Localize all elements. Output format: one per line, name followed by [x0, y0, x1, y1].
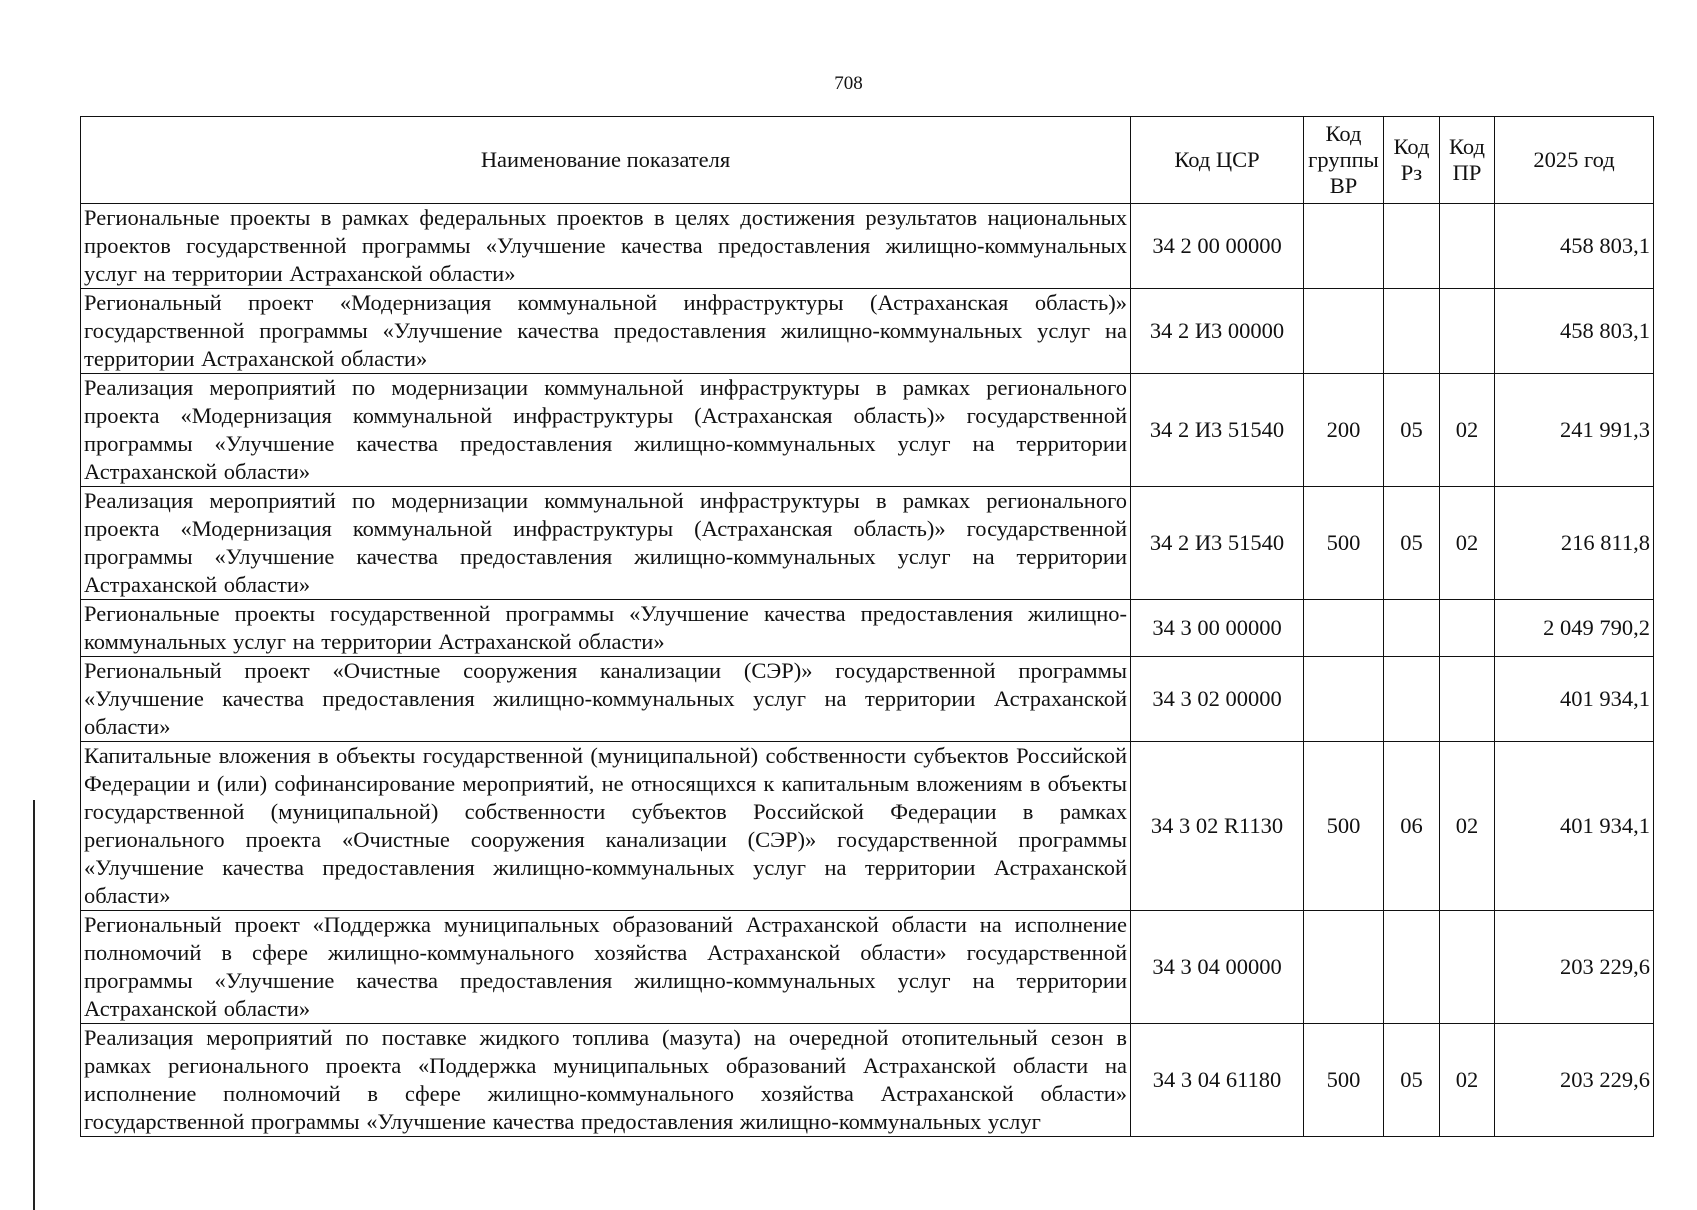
header-pr-code: Код ПР: [1440, 117, 1495, 204]
row-name: Региональный проект «Поддержка муниципальных образований Астраханской области на исполнение полномочий в сфере жилищно-коммунального хозяйства Астраханской области» государственной программы «Улучшение качества предоставления жилищно-коммунальных услуг на территории Астраханской области»: [81, 911, 1131, 1024]
row-csr-code: 34 3 00 00000: [1131, 600, 1304, 657]
row-amount: 2 049 790,2: [1495, 600, 1654, 657]
header-vr-code: Код группы ВР: [1304, 117, 1384, 204]
table-row: [81, 1024, 1654, 1137]
table-row: [81, 204, 1654, 289]
row-vr-code: 500: [1304, 1024, 1384, 1137]
header-csr-code: Код ЦСР: [1131, 117, 1304, 204]
table-row: [81, 742, 1654, 911]
row-name: Региональный проект «Очистные сооружения канализации (СЭР)» государственной программы «Улучшение качества предоставления жилищно-коммунальных услуг на территории Астраханской области»: [81, 657, 1131, 742]
row-amount: 203 229,6: [1495, 1024, 1654, 1137]
table-row: [81, 289, 1654, 374]
row-vr-code: [1304, 600, 1384, 657]
row-amount: 241 991,3: [1495, 374, 1654, 487]
row-rz-code: 05: [1384, 487, 1440, 600]
row-pr-code: [1440, 289, 1495, 374]
row-amount: 216 811,8: [1495, 487, 1654, 600]
row-rz-code: 05: [1384, 1024, 1440, 1137]
row-pr-code: [1440, 657, 1495, 742]
row-csr-code: 34 3 04 00000: [1131, 911, 1304, 1024]
page-number: 708: [834, 73, 863, 94]
table-row: [81, 911, 1654, 1024]
row-rz-code: 06: [1384, 742, 1440, 911]
row-csr-code: 34 3 04 61180: [1131, 1024, 1304, 1137]
header-year: 2025 год: [1495, 117, 1654, 204]
row-rz-code: 05: [1384, 374, 1440, 487]
row-amount: 401 934,1: [1495, 657, 1654, 742]
row-name: Капитальные вложения в объекты государственной (муниципальной) собственности субъектов Российской Федерации и (или) софинансирование мероприятий, не относящихся к капитальным вложениям в объекты государственной (муниципальной) собственности субъектов Российской Федерации в рамках регионального проекта «Очистные сооружения канализации (СЭР)» государственной программы «Улучшение качества предоставления жилищно-коммунальных услуг на территории Астраханской области»: [81, 742, 1131, 911]
row-rz-code: [1384, 289, 1440, 374]
budget-table: [80, 116, 1654, 1137]
table-row: [81, 600, 1654, 657]
row-name: Региональные проекты в рамках федеральных проектов в целях достижения результатов национальных проектов государственной программы «Улучшение качества предоставления жилищно-коммунальных услуг на территории Астраханской области»: [81, 204, 1131, 289]
row-pr-code: [1440, 204, 1495, 289]
row-vr-code: [1304, 657, 1384, 742]
row-rz-code: [1384, 600, 1440, 657]
row-pr-code: [1440, 911, 1495, 1024]
table-row: [81, 657, 1654, 742]
row-amount: 458 803,1: [1495, 204, 1654, 289]
row-csr-code: 34 2 00 00000: [1131, 204, 1304, 289]
table-header-row: [81, 117, 1654, 204]
row-name: Региональные проекты государственной программы «Улучшение качества предоставления жилищно-коммунальных услуг на территории Астраханской области»: [81, 600, 1131, 657]
row-rz-code: [1384, 911, 1440, 1024]
row-name: Реализация мероприятий по поставке жидкого топлива (мазута) на очередной отопительный сезон в рамках регионального проекта «Поддержка муниципальных образований Астраханской области на исполнение полномочий в сфере жилищно-коммунального хозяйства Астраханской области» государственной программы «Улучшение качества предоставления жилищно-коммунальных услуг: [81, 1024, 1131, 1137]
row-name: Реализация мероприятий по модернизации коммунальной инфраструктуры в рамках регионального проекта «Модернизация коммунальной инфраструктуры (Астраханская область)» государственной программы «Улучшение качества предоставления жилищно-коммунальных услуг на территории Астраханской области»: [81, 374, 1131, 487]
row-csr-code: 34 3 02 R1130: [1131, 742, 1304, 911]
row-vr-code: [1304, 204, 1384, 289]
header-name: Наименование показателя: [81, 117, 1131, 204]
row-csr-code: 34 2 И3 51540: [1131, 374, 1304, 487]
row-name: Региональный проект «Модернизация коммунальной инфраструктуры (Астраханская область)» государственной программы «Улучшение качества предоставления жилищно-коммунальных услуг на территории Астраханской области»: [81, 289, 1131, 374]
table-row: [81, 487, 1654, 600]
row-pr-code: [1440, 600, 1495, 657]
row-rz-code: [1384, 657, 1440, 742]
row-vr-code: [1304, 911, 1384, 1024]
row-vr-code: 500: [1304, 487, 1384, 600]
row-csr-code: 34 3 02 00000: [1131, 657, 1304, 742]
row-vr-code: 500: [1304, 742, 1384, 911]
row-pr-code: 02: [1440, 1024, 1495, 1137]
row-pr-code: 02: [1440, 742, 1495, 911]
header-rz-code: Код Рз: [1384, 117, 1440, 204]
table-row: [81, 374, 1654, 487]
row-vr-code: [1304, 289, 1384, 374]
row-rz-code: [1384, 204, 1440, 289]
row-csr-code: 34 2 И3 00000: [1131, 289, 1304, 374]
row-name: Реализация мероприятий по модернизации коммунальной инфраструктуры в рамках регионального проекта «Модернизация коммунальной инфраструктуры (Астраханская область)» государственной программы «Улучшение качества предоставления жилищно-коммунальных услуг на территории Астраханской области»: [81, 487, 1131, 600]
row-amount: 401 934,1: [1495, 742, 1654, 911]
row-csr-code: 34 2 И3 51540: [1131, 487, 1304, 600]
row-pr-code: 02: [1440, 374, 1495, 487]
scan-margin-line: [33, 800, 35, 1210]
row-amount: 203 229,6: [1495, 911, 1654, 1024]
row-vr-code: 200: [1304, 374, 1384, 487]
row-pr-code: 02: [1440, 487, 1495, 600]
row-amount: 458 803,1: [1495, 289, 1654, 374]
